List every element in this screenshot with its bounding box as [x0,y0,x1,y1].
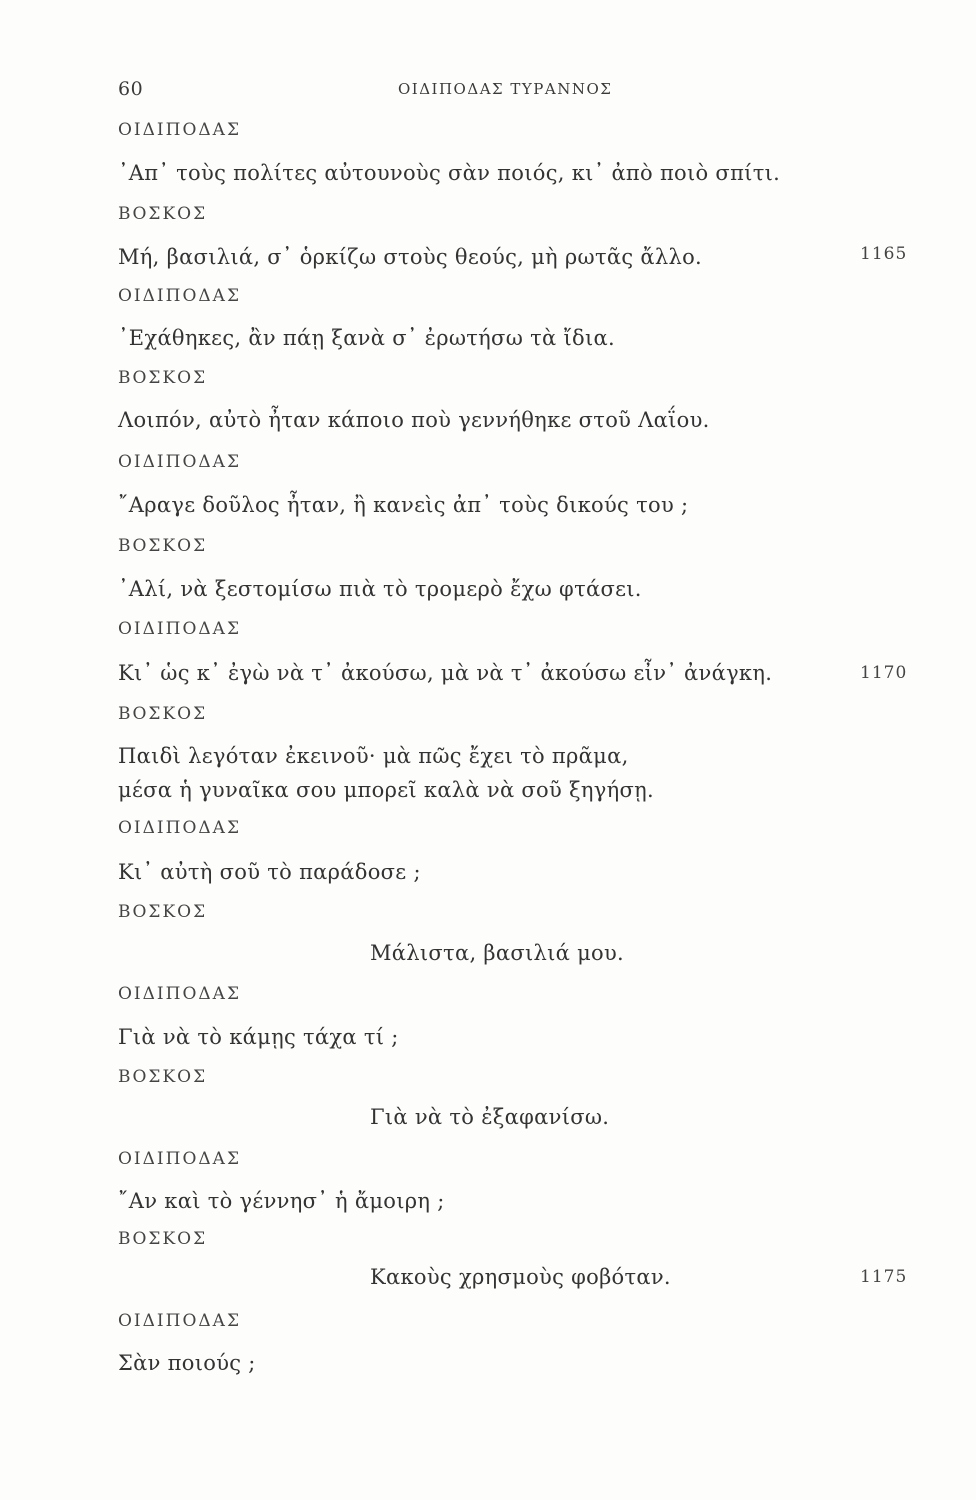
speaker-label: ΒΟΣΚΟΣ [118,704,208,724]
page-number: 60 [118,78,144,100]
speaker-label: ΟΙΔΙΠΟΔΑΣ [118,120,241,140]
speaker-label: ΟΙΔΙΠΟΔΑΣ [118,1149,241,1169]
verse-line: Μάλιστα, βασιλιά μου. [370,941,625,965]
speaker-label: ΟΙΔΙΠΟΔΑΣ [118,452,241,472]
speaker-label: ΟΙΔΙΠΟΔΑΣ [118,984,241,1004]
verse-line-number: 1170 [860,663,908,683]
speaker-label: ΟΙΔΙΠΟΔΑΣ [118,818,241,838]
page-header [0,78,976,102]
speaker-label: ΒΟΣΚΟΣ [118,536,208,556]
speaker-label: ΒΟΣΚΟΣ [118,902,208,922]
speaker-label: ΒΟΣΚΟΣ [118,204,208,224]
verse-line-number: 1165 [860,244,908,264]
speaker-label: ΟΙΔΙΠΟΔΑΣ [118,286,241,306]
verse-line: Γιὰ νὰ τὸ ἐξαφανίσω. [370,1105,610,1129]
verse-line: Γιὰ νὰ τὸ κάμῃς τάχα τί ; [118,1025,399,1049]
speaker-label: ΟΙΔΙΠΟΔΑΣ [118,1311,241,1331]
verse-line: ᾿Απ᾿ τοὺς πολίτες αὐτουνοὺς σὰν ποιός, κι᾿ ἀπὸ ποιὸ σπίτι. [118,161,781,185]
verse-line: ῎Αραγε δοῦλος ἦταν, ἢ κανεὶς ἀπ᾿ τοὺς δικούς του ; [118,493,689,517]
speaker-label: ΒΟΣΚΟΣ [118,1067,208,1087]
verse-line: Παιδὶ λεγόταν ἐκεινοῦ· μὰ πῶς ἔχει τὸ πρᾶμα, [118,744,629,768]
verse-line: Κι᾿ ὡς κ᾿ ἐγὼ νὰ τ᾿ ἀκούσω, μὰ νὰ τ᾿ ἀκούσω εἶν᾿ ἀνάγκη. [118,661,773,685]
verse-line: Λοιπόν, αὐτὸ ἦταν κάποιο ποὺ γεννήθηκε στοῦ Λαΐου. [118,408,710,432]
verse-line: Κι᾿ αὐτὴ σοῦ τὸ παράδοσε ; [118,860,421,884]
verse-line: Σὰν ποιούς ; [118,1351,256,1375]
verse-line: ῎Αν καὶ τὸ γέννησ᾿ ἡ ἄμοιρη ; [118,1189,445,1213]
speaker-label: ΟΙΔΙΠΟΔΑΣ [118,619,241,639]
verse-line-number: 1175 [860,1267,908,1287]
verse-line: μέσα ἡ γυναῖκα σου μπορεῖ καλὰ νὰ σοῦ ξηγήσῃ. [118,778,654,802]
running-title: ΟΙΔΙΠΟΔΑΣ ΤΥΡΑΝΝΟΣ [398,80,613,98]
verse-line: ᾿Αλί, νὰ ξεστομίσω πιὰ τὸ τρομερὸ ἔχω φτάσει. [118,577,642,601]
verse-line: ᾿Εχάθηκες, ἂν πάῃ ξανὰ σ᾿ ἐρωτήσω τὰ ἴδια. [118,326,615,350]
verse-line: Κακοὺς χρησμοὺς φοβόταν. [370,1265,671,1289]
verse-line: Μή, βασιλιά, σ᾿ ὁρκίζω στοὺς θεούς, μὴ ρωτᾶς ἄλλο. [118,245,703,269]
speaker-label: ΒΟΣΚΟΣ [118,1229,208,1249]
speaker-label: ΒΟΣΚΟΣ [118,368,208,388]
